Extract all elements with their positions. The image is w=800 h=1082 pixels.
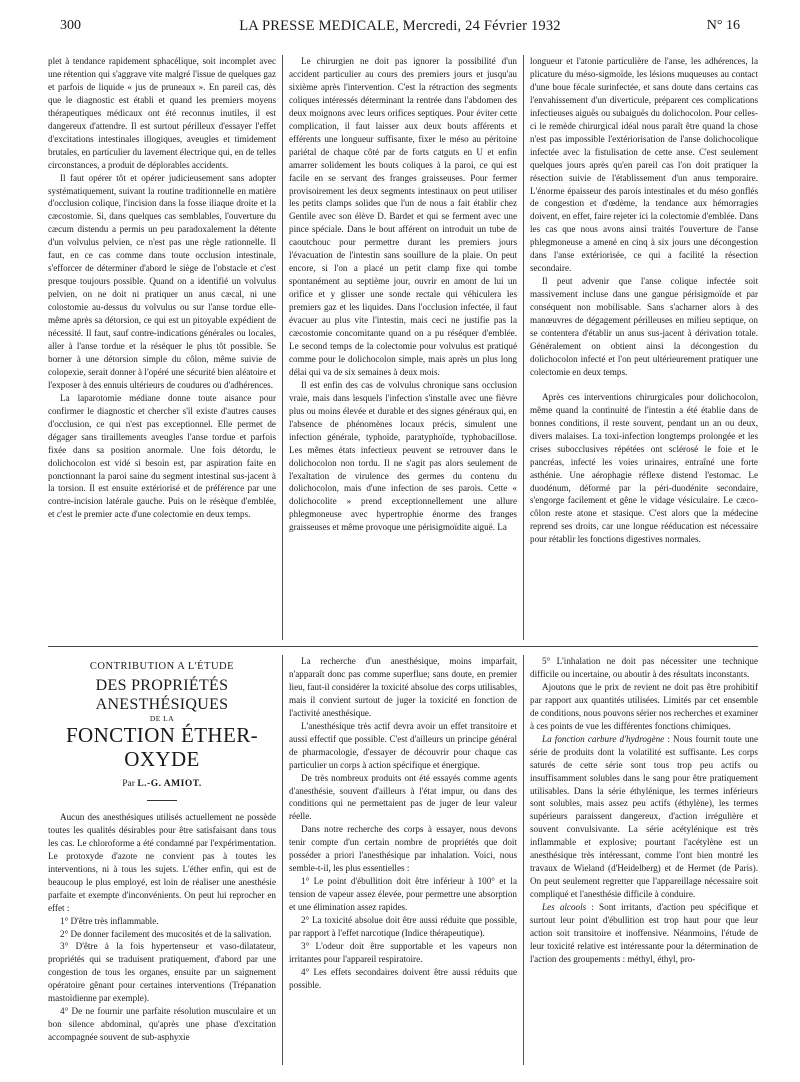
column-rule — [282, 655, 283, 1065]
column-rule — [282, 55, 283, 640]
paragraph — [530, 901, 758, 966]
section-text: : Sont irritants, d'action peu spécifique et surtout leur point d'ébullition est trop haut pour que leur action soit transitoire et inoffensive. Néanmoins, l'étude de leur toxicité relative est intéressante pour la détermination de l'action des groupements : méthyl, éthyl, pro- — [530, 902, 758, 964]
article-kicker: CONTRIBUTION A L'ÉTUDE — [89, 661, 235, 672]
paragraph: La recherche d'un anesthésique, moins imparfait, n'apparaît donc pas comme superflue; sans doute, en premier lieu, faut-il considérer la toxicité absolue des corps utilisables, mais il convient surtout de juger la toxicité en fonction de l'activité anesthésique. — [289, 656, 517, 718]
article-column-bottom-1 — [48, 655, 276, 1065]
list-item: 3° L'odeur doit être supportable et les vapeurs non irritantes pour l'appareil respiratoire. — [289, 940, 517, 964]
list-item: 2° La toxicité absolue doit être aussi réduite que possible, par rapport à l'effet narcotique (Indice thérapeutique). — [289, 915, 517, 939]
list-item: 1° D'être très inflammable. — [60, 915, 159, 926]
article-column-top-2 — [289, 55, 517, 640]
paragraph: Après ces interventions chirurgicales pour dolichocolon, même quand la continuité de l'intestin a été établie dans de bonnes conditions, il reste souvent, pendant un an ou deux, divers malaises. La toxi-infection longtemps prolongée et les crises subocclusives répétées ont sclérosé le foie et le pancréas, infecté les voies urinaires, entraîné une forte asthénie. Une aérophagie réflexe distend l'estomac. Le duodénum, déformé par la péri-duodénite secondaire, s'engorge facilement et gêne le vidage vésiculaire. Le cæco-côlon reste atone et stasique. C'est alors que la médecine reprend ses droits, car une longue rééducation est nécessaire pour rétablir les fonctions digestives normales. — [530, 391, 758, 545]
list-item: 4° De ne fournir une parfaite résolution musculaire et un bon silence abdominal, qu'après une phase d'excitation accompagnée souvent de sub-asphyxie — [48, 1006, 276, 1043]
journal-title: LA PRESSE MEDICALE, Mercredi, 24 Février 1932 — [239, 18, 561, 34]
article-title-line-1: DES PROPRIÉTÉS ANESTHÉSIQUES — [95, 676, 229, 713]
article-title-line-2: DE LA — [149, 713, 175, 723]
section-divider — [48, 646, 758, 647]
paragraph: Il faut opérer tôt et opérer judicieusement sans adopter systématiquement, suivant la routine traditionnelle en matière d'occlusion colique, l'incision dans la fosse iliaque droite et la cæcostomie. Si, dans quelques cas semblables, l'ouverture du cæcum distendu a permis un peu paradoxalement la détente d'un volvulus pelvien, ce n'est pas une règle rationnelle. Il faut, en ce cas comme dans toute occlusion intestinale, s'efforcer de déterminer d'abord le siège de l'obstacle et c'est presque toujours possible. Quand on a identifié un volvulus pelvien, on ne doit ni pratiquer un anus cæcal, ni une colostomie au-dessus du volvulus ou sur l'anse tordue elle-même après sa détorsion, ce qui est un pitoyable expédient de nécessité. Il faut, sauf contre-indications générales ou locales, aller à l'anse tordue et la réséquer le plus tôt possible. Se borner à une détorsion simple du côlon, même suivie de colopexie, serait donner à l'opéré une sécurité bien aléatoire et l'exposer à des ennuis ultérieurs de coudures ou d'adhérences. — [48, 172, 276, 390]
paragraph: Ajoutons que le prix de revient ne doit pas être prohibitif par rapport aux quantités utilisées. Limités par cet ensemble de conditions, nous pouvons sérier nos recherches et examiner à ces points de vue les différentes fonctions chimiques. — [530, 681, 758, 731]
list-item: 1° Le point d'ébullition doit être inférieur à 100° et la tension de vapeur assez élevée, pour permettre une absorption et une élimination assez rapides. — [289, 876, 517, 913]
paragraph: Aucun des anesthésiques utilisés actuellement ne possède toutes les qualités désirables pour être satisfaisant dans tous les cas. Le chloroforme a été condamné par l'expérimentation. Le protoxyde d'azote ne convient pas à toutes les interventions, ni à tous les sujets. L'éther enfin, qui est de beaucoup le plus employé, est loin de réaliser une anesthésie parfaite et exempte d'inconvénients. On peut lui reprocher en effet : — [48, 811, 276, 913]
list-item: 5° L'inhalation ne doit pas nécessiter une technique difficile ou incertaine, ou aboutir à des résultats inconstants. — [530, 656, 758, 679]
running-header — [60, 18, 740, 42]
article-title-line-3: FONCTION ÉTHER-OXYDE — [65, 722, 259, 771]
issue-number: N° 16 — [706, 18, 740, 33]
paragraph: De très nombreux produits ont été essayés comme agents d'anesthésie, souvent d'ailleurs à l'état impur, ou dans des conditions qui ne permettaient pas de juger de leur valeur réelle. — [289, 772, 517, 822]
author-name: L.-G. AMIOT. — [137, 778, 202, 789]
column-rule — [523, 55, 524, 640]
paragraph: Il est enfin des cas de volvulus chronique sans occlusion vraie, mais dans lesquels l'infection s'installe avec une fièvre plus ou moins élevée et durable et des signes généraux qui, en l'absence de phénomènes locaux précis, simulent une infection générale, typhoïde, paratyphoïde, typhobacillose. Les mêmes états infectieux peuvent se retrouver dans le dolichocolon non tordu. Il ne s'agit pas alors seulement de l'exaltation de virulence des germes du contenu du dolichocolon, mais d'une infection de ses parois. Cette « dolichocolite » prend exceptionnellement une allure phlegmoneuse avec hypertrophie énorme des franges graisseuses et même provoque une périsigmoïdite aiguë. La — [289, 379, 517, 533]
byline-prefix: Par — [122, 778, 135, 789]
page-number: 300 — [60, 18, 81, 33]
article-column-bottom-3 — [530, 655, 758, 1065]
article-column-top-3 — [530, 55, 758, 640]
section-label: La fonction carbure d'hydrogène — [542, 733, 665, 744]
paragraph: Dans notre recherche des corps à essayer, nous devons tenir compte d'un certain nombre de propriétés que doit posséder a priori l'anesthésique par inhalation. Voici, nous semble-t-il, les plus essentielles : — [289, 824, 517, 874]
byline — [48, 778, 276, 790]
paragraph: longueur et l'atonie particulière de l'anse, les adhérences, la plicature du méso-sigmoïde, les lésions muqueuses au contact d'une boue fécale surinfectée, et sans doute dans certains cas l'envahissement d'un diverticule, préparent ces complications infectieuses aiguës ou subaiguës du dolichocolon. Pour celles-ci le remède chirurgical idéal nous paraît être quand la chose n'est pas impossible l'extériorisation de l'anse dolichocolique infectée avec la fistulisation de cette anse. C'est seulement quelques jours après qu'en pareil cas l'on doit pratiquer la résection suivie de l'établissement d'un anus temporaire. L'énorme épaisseur des parois intestinales et du méso gonflés de congestion et d'œdème, la tendance aux hémorragies doivent, en effet, faire rejeter ici la colectomie d'emblée. Dans les cas que nous avons ainsi traités l'ouverture de l'anse phlegmoneuse a amené en cinq à six jours une décongestion dans l'anse extériorisée, ce qui a facilité la résection secondaire. — [530, 56, 758, 274]
column-rule — [523, 655, 524, 1065]
list-item: 2° De donner facilement des mucosités et de la salivation. — [60, 928, 272, 939]
section-text: : Nous fournit toute une série de produits dont la volatilité est suffisante. Les corps saturés de cette série sont tous trop peu actifs ou insuffisamment solubles dans le sang pour être pratiquement utilisables. Dans la série éthylénique, les termes inférieurs sont solubles, mais assez peu actifs (éthylène), les termes supérieurs paraissent dangereux, d'action irrégulière et souvent convulsivante. La série acétylénique est très inflammable et explosive; pourtant l'acétylène est un anesthésique très intéressant, comme l'ont bien montré les travaux de Wieland (d'Heidelberg) et de Hermet (de Paris). On peut seulement regretter que l'appareillage nécessaire soit compliqué et l'anesthésie difficile à conduire. — [530, 733, 758, 900]
list-item: 3° D'être à la fois hypertenseur et vaso-dilatateur, propriétés qui se traduisent pratiquement, d'abord par une congestion de tous les organes, ensuite par un saignement opératoire gênant pour certaines interventions (Trépanation mastoïdienne par exemple). — [48, 941, 276, 1004]
paragraph: La laparotomie médiane donne toute aisance pour confirmer le diagnostic et chercher s'il existe d'autres causes d'occlusion, ce qui n'est pas exceptionnel. Elle permet de dégager sans tiraillements aveugles l'anse tordue et parfois fixée dans sa position anormale. Une fois détordu, le dolichocolon est vidé si besoin est, par aspiration faite en ponctionnant la paroi saine du segment intestinal sus-jacent à la torsion. Il est ensuite extériorisé et de préférence par une contre-incision latérale gauche. Puis on le résèque d'emblée, et c'est le premier acte d'une colectomie en deux temps. — [48, 392, 276, 520]
article-column-top-1 — [48, 55, 276, 640]
paragraph: L'anesthésique très actif devra avoir un effet transitoire et aussi effectif que possible. C'est d'ailleurs un principe général de pharmacologie, d'essayer de découvrir pour chaque cas particulier un corps à action spécifique et énergique. — [289, 720, 517, 770]
section-label: Les alcools — [542, 902, 587, 913]
paragraph: Il peut advenir que l'anse colique infectée soit massivement incluse dans une gangue périsigmoïde et par conséquent non mobilisable. Sans s'acharner alors à des manœuvres de dégagement périlleuses en milieu septique, on se contentera d'établir un anus sus-jacent à dérivation totale. Généralement on obtient ainsi la décongestion du dolichocolon infecté et l'on peut ultérieurement pratiquer une colectomie en deux temps. — [530, 276, 758, 377]
article-column-bottom-2 — [289, 655, 517, 1065]
paragraph — [530, 733, 758, 901]
list-item: 4° Les effets secondaires doivent être aussi réduits que possible. — [289, 966, 517, 990]
title-rule — [147, 800, 177, 801]
paragraph: plet à tendance rapidement sphacélique, soit incomplet avec une rétention qui s'aggrave vite malgré l'issue de quelques gaz et parfois de liquide « jus de pruneaux ». En pareil cas, dès que le diagnostic est établi et quand les premiers moyens thérapeutiques médicaux ont été reconnus inutiles, il est dangereux d'attendre. Il est surtout périlleux d'essayer l'effet d'excitations intestinales illogiques, aveugles et timidement brutales, en particulier du lavement électrique qui, en de telles circonstances, a produit de déplorables accidents. — [48, 56, 276, 170]
paragraph: Le chirurgien ne doit pas ignorer la possibilité d'un accident particulier au cours des premiers jours et jusqu'au sixième après l'intervention. C'est la rétraction des segments coliques intéressés déterminant la rentrée dans l'abdomen des deux moignons avec leurs orifices septiques. Pour éviter cette complication, il faut laisser aux deux bouts afférents et efférents une longueur suffisante, fixer le méso au péritoine pariétal de chaque côté par de forts catguts en U et enfin amarrer solidement les bouts coliques à la paroi, ce qui est facile en se servant des franges graisseuses. Pour fermer provisoirement les deux segments intestinaux on peut utiliser les petits clamps solides que l'un de nous a fait établir chez Gentile avec son élève D. Bardet et qui se ferment avec une pince spéciale. Dans le bout afférent on introduit un tube de caoutchouc pour permettre durant les premiers jours l'évacuation de l'intestin sans souillure de la plaie. On peut encore, si l'on a placé un petit clamp fixe qui tombe spontanément au septième jour, ouvrir en amont de lui un orifice et y glisser une sonde rectale qui véhiculera les premiers gaz et les liquides. Dans l'occlusion infectée, il faut évacuer au plus vite l'intestin, mais ceci ne justifie pas la cæcostomie concomitante quand on a pu réséquer d'emblée. Le second temps de la colectomie pour volvulus est pratiqué comme pour le dolichocolon simple, mais après un plus long délai qui va de six semaines à deux mois. — [289, 56, 517, 377]
